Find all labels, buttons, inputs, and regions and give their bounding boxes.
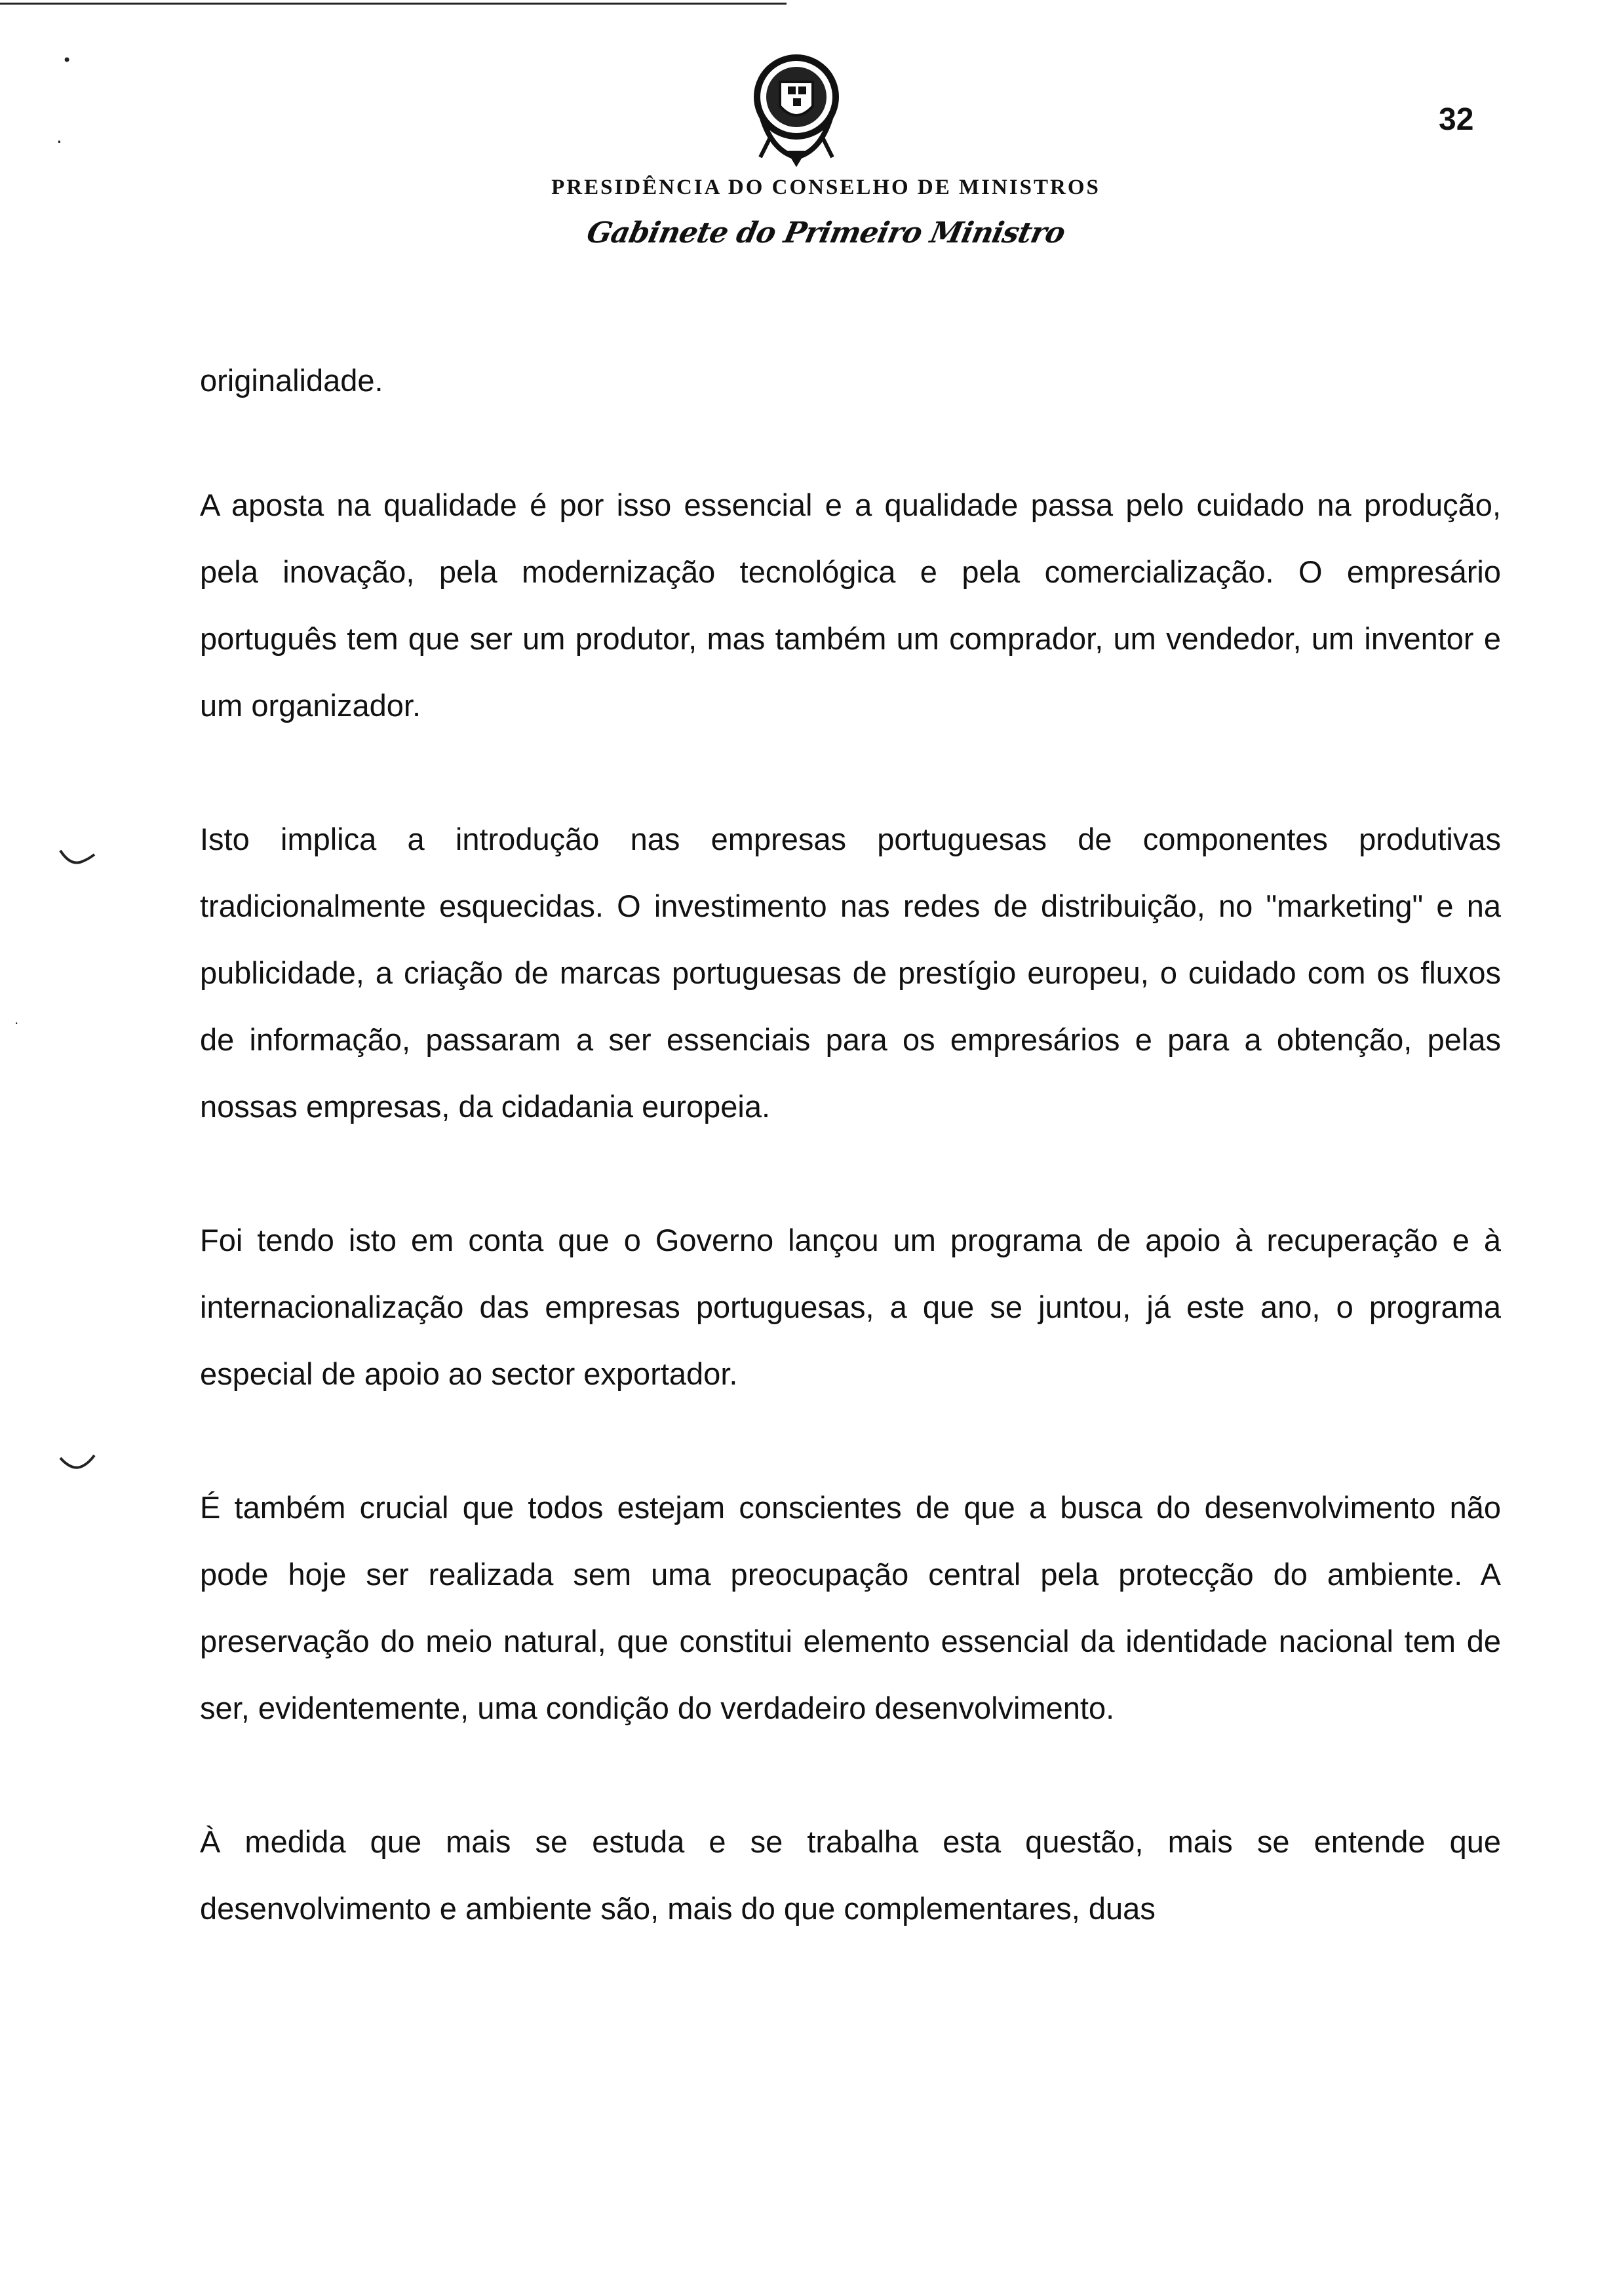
check-mark-icon <box>58 1451 97 1478</box>
paragraph: A aposta na qualidade é por isso essencial e a qualidade passa pelo cuidado na produção, pela inovação, pela modernização tecnológica e pela comercialização. O empresário português tem que ser um produtor, mas também um comprador, um vendedor, um inventor e um organizador. <box>200 488 1501 723</box>
paragraph: É também crucial que todos estejam conscientes de que a busca do desenvolvimento não pode hoje ser realizada sem uma preocupação central pela protecção do ambiente. A preservação do meio natural, que constitui elemento essencial da identidade nacional tem de ser, evidentemente, uma condição do verdadeiro desenvolvimento. <box>200 1490 1501 1725</box>
letterhead-cabinet: Gabinete do Primeiro Ministro <box>583 216 1068 250</box>
top-rule <box>0 3 787 5</box>
coat-of-arms-icon <box>741 46 852 170</box>
paragraph: Isto implica a introdução nas empresas portuguesas de componentes produtivas tradicionalmente esquecidas. O investimento nas redes de distribuição, no "marketing" e na publicidade, a criação de marcas portuguesas de prestígio europeu, o cuidado com os fluxos de informação, passaram a ser essenciais para os empresários e para a obtenção, pelas nossas empresas, da cidadania europeia. <box>200 822 1501 1124</box>
paragraph: À medida que mais se estuda e se trabalha esta questão, mais se entende que desenvolvimento e ambiente são, mais do que complementares, duas <box>200 1824 1501 1926</box>
margin-dot: • <box>62 51 72 69</box>
page-number: 32 <box>1439 102 1474 137</box>
document-body <box>200 347 1501 1942</box>
margin-dot: · <box>14 1016 19 1031</box>
letterhead-presidency: PRESIDÊNCIA DO CONSELHO DE MINISTROS <box>551 176 1100 199</box>
margin-tick: · <box>56 131 62 153</box>
paragraph: Foi tendo isto em conta que o Governo lançou um programa de apoio à recuperação e à internacionalização das empresas portuguesas, a que se juntou, já este ano, o programa especial de apoio ao sector exportador. <box>200 1223 1501 1391</box>
check-mark-icon <box>58 845 97 871</box>
paragraph: originalidade. <box>200 363 383 398</box>
